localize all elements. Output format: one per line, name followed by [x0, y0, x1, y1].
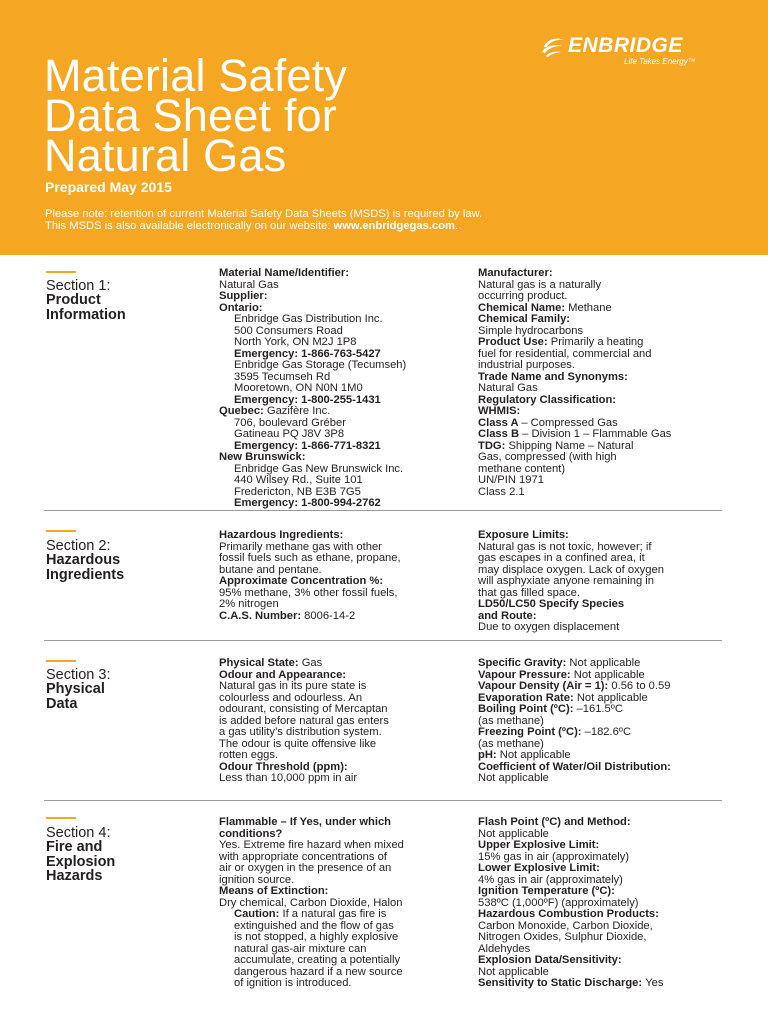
field-label: Explosion Data/Sensitivity:	[478, 954, 622, 966]
field-value: 95% methane, 3% other fossil fuels,	[219, 586, 398, 599]
field-label: Freezing Point (ºC):	[478, 726, 585, 738]
section-accent-dash	[46, 817, 76, 819]
field-label: Vapour Density (Air = 1):	[478, 680, 612, 692]
field-value: Gas, compressed (with high	[478, 451, 617, 463]
field-value: a gas utility’s distribution system.	[219, 726, 382, 738]
field-label: Class B	[478, 428, 523, 440]
section-right-column	[478, 530, 664, 634]
website-link[interactable]: www.enbridgegas.com	[333, 220, 455, 232]
field-value: (as methane)	[478, 714, 544, 727]
field-value: with appropriate concentrations of	[219, 850, 387, 863]
section-title	[46, 682, 105, 711]
field-label: Boiling Point (ºC):	[478, 703, 577, 715]
field-label: Material Name/Identifier:	[219, 267, 349, 279]
prepared-date: Prepared May 2015	[45, 179, 172, 195]
field-value: Natural gas is a naturally	[478, 278, 602, 291]
section-title-line: Information	[46, 306, 126, 323]
field-label: Emergency: 1-866-763-5427	[234, 347, 381, 360]
section-title-line: Data	[46, 695, 78, 712]
field-label: Emergency: 1-800-255-1431	[234, 393, 381, 406]
field-label: pH:	[478, 749, 500, 761]
field-value: UN/PIN 1971	[478, 474, 544, 486]
field-label: WHMIS:	[478, 405, 521, 417]
field-value: Gas	[301, 657, 323, 669]
field-label: Odour Threshold (ppm):	[219, 760, 348, 773]
field-value: Enbridge Gas New Brunswick Inc.	[234, 462, 404, 475]
field-value: Not applicable	[576, 691, 648, 704]
field-value: Aldehydes	[478, 942, 531, 955]
field-label: Caution:	[234, 908, 283, 920]
field-label: Chemical Name:	[478, 301, 569, 314]
field-label: Product Use:	[478, 336, 551, 348]
section-accent-dash	[46, 530, 76, 532]
field-value: Not applicable	[499, 749, 571, 761]
field-value: Not applicable	[478, 772, 549, 784]
field-value: colourless and odourless. An	[219, 691, 363, 704]
field-value: is added before natural gas enters	[219, 714, 389, 727]
field-value: Methane	[568, 301, 612, 314]
field-label: Hazardous Ingredients:	[219, 529, 344, 541]
field-value: Enbridge Gas Distribution Inc.	[234, 313, 383, 325]
field-label: Manufacturer:	[478, 267, 553, 279]
section-number: Section 4:	[46, 825, 111, 841]
field-label: Odour and Appearance:	[219, 668, 347, 681]
field-label: Means of Extinction:	[219, 885, 329, 897]
field-value: Simple hydrocarbons	[478, 324, 584, 337]
field-label: New Brunswick:	[219, 451, 306, 463]
field-label: Emergency: 1-800-994-2762	[234, 497, 381, 509]
field-value: 706, boulevard Gréber	[234, 416, 346, 429]
field-line	[219, 978, 404, 990]
section-divider	[44, 510, 722, 511]
field-value: that gas filled space.	[478, 586, 580, 599]
field-value: – Compressed Gas	[521, 416, 618, 429]
field-label: Ontario:	[219, 301, 263, 314]
field-label: Flammable – If Yes, under which	[219, 816, 392, 828]
field-line	[478, 487, 671, 499]
field-label: Ignition Temperature (ºC):	[478, 885, 615, 897]
field-label: Coefficient of Water/Oil Distribution:	[478, 760, 671, 773]
field-value: Nitrogen Oxides, Sulphur Dioxide,	[478, 931, 647, 943]
field-value: is not stopped, a highly explosive	[234, 931, 399, 943]
field-value: accumulate, creating a potentially	[234, 954, 401, 966]
field-line	[478, 978, 664, 990]
section-accent-dash	[46, 660, 76, 662]
note-line: Please note: retention of current Material Safety Data Sheets (MSDS) is required by law.	[45, 208, 483, 220]
field-value: air or oxygen in the presence of an	[219, 862, 392, 874]
field-value: methane content)	[478, 462, 566, 475]
field-value: Mooretown, ON N0N 1M0	[234, 382, 363, 394]
section-right-column	[478, 268, 671, 498]
field-value: –161.5ºC	[576, 703, 623, 715]
field-value: Less than 10,000 ppm in air	[219, 772, 358, 784]
field-value: 3595 Tecumseh Rd	[234, 370, 331, 383]
field-value: industrial purposes.	[478, 359, 576, 371]
field-value: 440 Wilsey Rd., Suite 101	[234, 474, 363, 486]
field-value: 0.56 to 0.59	[611, 680, 671, 692]
field-label: Regulatory Classification:	[478, 393, 617, 406]
section-title	[46, 840, 115, 884]
field-label: Exposure Limits:	[478, 529, 569, 541]
field-value: The odour is quite offensive like	[219, 737, 377, 750]
field-value: odourant, consisting of Mercaptan	[219, 703, 388, 715]
field-label: Flash Point (ºC) and Method:	[478, 816, 631, 828]
field-label: Class A	[478, 416, 522, 429]
field-value: Not applicable	[573, 668, 645, 681]
section-title-line: Hazards	[46, 868, 103, 884]
section-title-line: Hazardous	[46, 552, 121, 568]
section-title-line: Fire and	[46, 839, 103, 855]
field-value: North York, ON M2J 1P8	[234, 336, 357, 348]
field-value: fuel for residential, commercial and	[478, 347, 652, 360]
field-label: Upper Explosive Limit:	[478, 839, 600, 851]
field-value: Shipping Name – Natural	[508, 439, 634, 452]
field-value: Not applicable	[478, 827, 549, 840]
enbridge-flame-icon	[540, 36, 566, 58]
section-right-column	[478, 658, 671, 785]
section-title	[46, 293, 126, 322]
field-value: Class 2.1	[478, 485, 525, 498]
field-value: Carbon Monoxide, Carbon Dioxide,	[478, 919, 653, 932]
section-left-column	[219, 658, 389, 785]
field-label: Approximate Concentration %:	[219, 575, 384, 587]
field-label: Quebec:	[219, 405, 267, 417]
field-label: TDG:	[478, 439, 509, 452]
section-right-column	[478, 817, 664, 990]
field-value: Primarily methane gas with other	[219, 540, 382, 553]
field-value: Natural gas in its pure state is	[219, 680, 367, 692]
section-title-line: Physical	[46, 681, 105, 697]
title-line: Data Sheet for	[44, 90, 337, 141]
field-value: of ignition is introduced.	[234, 977, 352, 989]
field-value: 500 Consumers Road	[234, 324, 343, 337]
field-value: Fredericton, NB E3B 7G5	[234, 485, 361, 498]
field-label: Emergency: 1-866-771-8321	[234, 439, 381, 452]
field-value: Yes. Extreme fire hazard when mixed	[219, 839, 404, 851]
field-value: Due to oxygen displacement	[478, 621, 620, 633]
field-value: fossil fuels such as ethane, propane,	[219, 552, 401, 564]
note-line	[45, 220, 482, 232]
field-value: Natural Gas	[219, 278, 279, 291]
field-label: Evaporation Rate:	[478, 691, 577, 704]
section-number: Section 3:	[46, 667, 111, 683]
section-divider	[44, 640, 722, 641]
field-value: rotten eggs.	[219, 749, 279, 761]
field-label: and Route:	[478, 609, 537, 622]
field-value: extinguished and the flow of gas	[234, 919, 394, 932]
section-divider	[44, 800, 722, 801]
field-value: Not applicable	[478, 965, 549, 978]
field-value: Enbridge Gas Storage (Tecumseh)	[234, 359, 407, 371]
field-value: (as methane)	[478, 737, 544, 750]
section-number: Section 1:	[46, 278, 111, 294]
section-left-column	[219, 817, 404, 990]
field-line	[219, 498, 406, 510]
field-value: Not applicable	[569, 657, 641, 669]
section-title-line: Explosion	[46, 853, 116, 870]
field-value: Yes	[645, 977, 664, 989]
field-line	[219, 611, 401, 623]
field-value: 8006-14-2	[304, 609, 356, 622]
section-title-line: Product	[46, 292, 101, 308]
section-left-column	[219, 530, 401, 622]
field-line	[478, 773, 671, 785]
note-text: This MSDS is also available electronically on our website:	[45, 220, 334, 232]
page-title	[44, 50, 604, 181]
field-label: conditions?	[219, 827, 283, 840]
field-label: Chemical Family:	[478, 313, 571, 325]
field-label: LD50/LC50 Specify Species	[478, 598, 625, 610]
field-value: Dry chemical, Carbon Dioxide, Halon	[219, 896, 403, 909]
field-value: 538ºC (1,000ºF) (approximately)	[478, 896, 639, 909]
field-value: occurring product.	[478, 290, 568, 302]
note-text: .	[454, 220, 459, 232]
field-value: Gatineau PQ J8V 3P8	[234, 428, 345, 440]
field-line	[478, 622, 664, 634]
field-value: gas escapes in a confined area, it	[478, 552, 645, 564]
field-line	[219, 773, 389, 785]
field-value: ignition source.	[219, 873, 295, 886]
field-label: Vapour Pressure:	[478, 668, 574, 681]
field-value: 15% gas in air (approximately)	[478, 850, 630, 863]
field-label: Physical State:	[219, 657, 302, 669]
section-title-line: Ingredients	[46, 566, 125, 583]
field-label: Lower Explosive Limit:	[478, 862, 600, 874]
title-line: Natural Gas	[44, 130, 287, 181]
title-line: Material Safety	[44, 50, 348, 101]
field-value: Natural Gas	[478, 382, 538, 394]
field-label: Hazardous Combustion Products:	[478, 908, 659, 920]
field-value: Gazifère Inc.	[266, 405, 331, 417]
field-value: If a natural gas fire is	[282, 908, 387, 920]
logo-tagline: Life Takes Energy™	[624, 57, 696, 66]
field-value: will asphyxiate anyone remaining in	[478, 575, 654, 587]
field-value: butane and pentane.	[219, 563, 322, 576]
section-left-column	[219, 268, 406, 510]
field-value: dangerous hazard if a new source	[234, 965, 403, 978]
section-number: Section 2:	[46, 538, 111, 554]
section-accent-dash	[46, 271, 76, 273]
msds-note	[45, 208, 482, 232]
field-label: Specific Gravity:	[478, 657, 570, 669]
logo-wordmark: ENBRIDGE	[568, 34, 683, 57]
field-value: 2% nitrogen	[219, 598, 279, 610]
field-value: may displace oxygen. Lack of oxygen	[478, 563, 664, 576]
header-banner	[0, 0, 768, 255]
field-value: – Division 1 – Flammable Gas	[522, 428, 672, 440]
section-title	[46, 553, 124, 582]
field-value: –182.6ºC	[584, 726, 632, 738]
field-label: Trade Name and Synonyms:	[478, 370, 628, 383]
field-label: Sensitivity to Static Discharge:	[478, 977, 646, 989]
field-value: Primarily a heating	[550, 336, 644, 348]
field-value: 4% gas in air (approximately)	[478, 873, 623, 886]
field-value: natural gas-air mixture can	[234, 942, 367, 955]
field-label: C.A.S. Number:	[219, 609, 305, 622]
field-label: Supplier:	[219, 290, 268, 302]
field-value: Natural gas is not toxic, however; if	[478, 540, 652, 553]
